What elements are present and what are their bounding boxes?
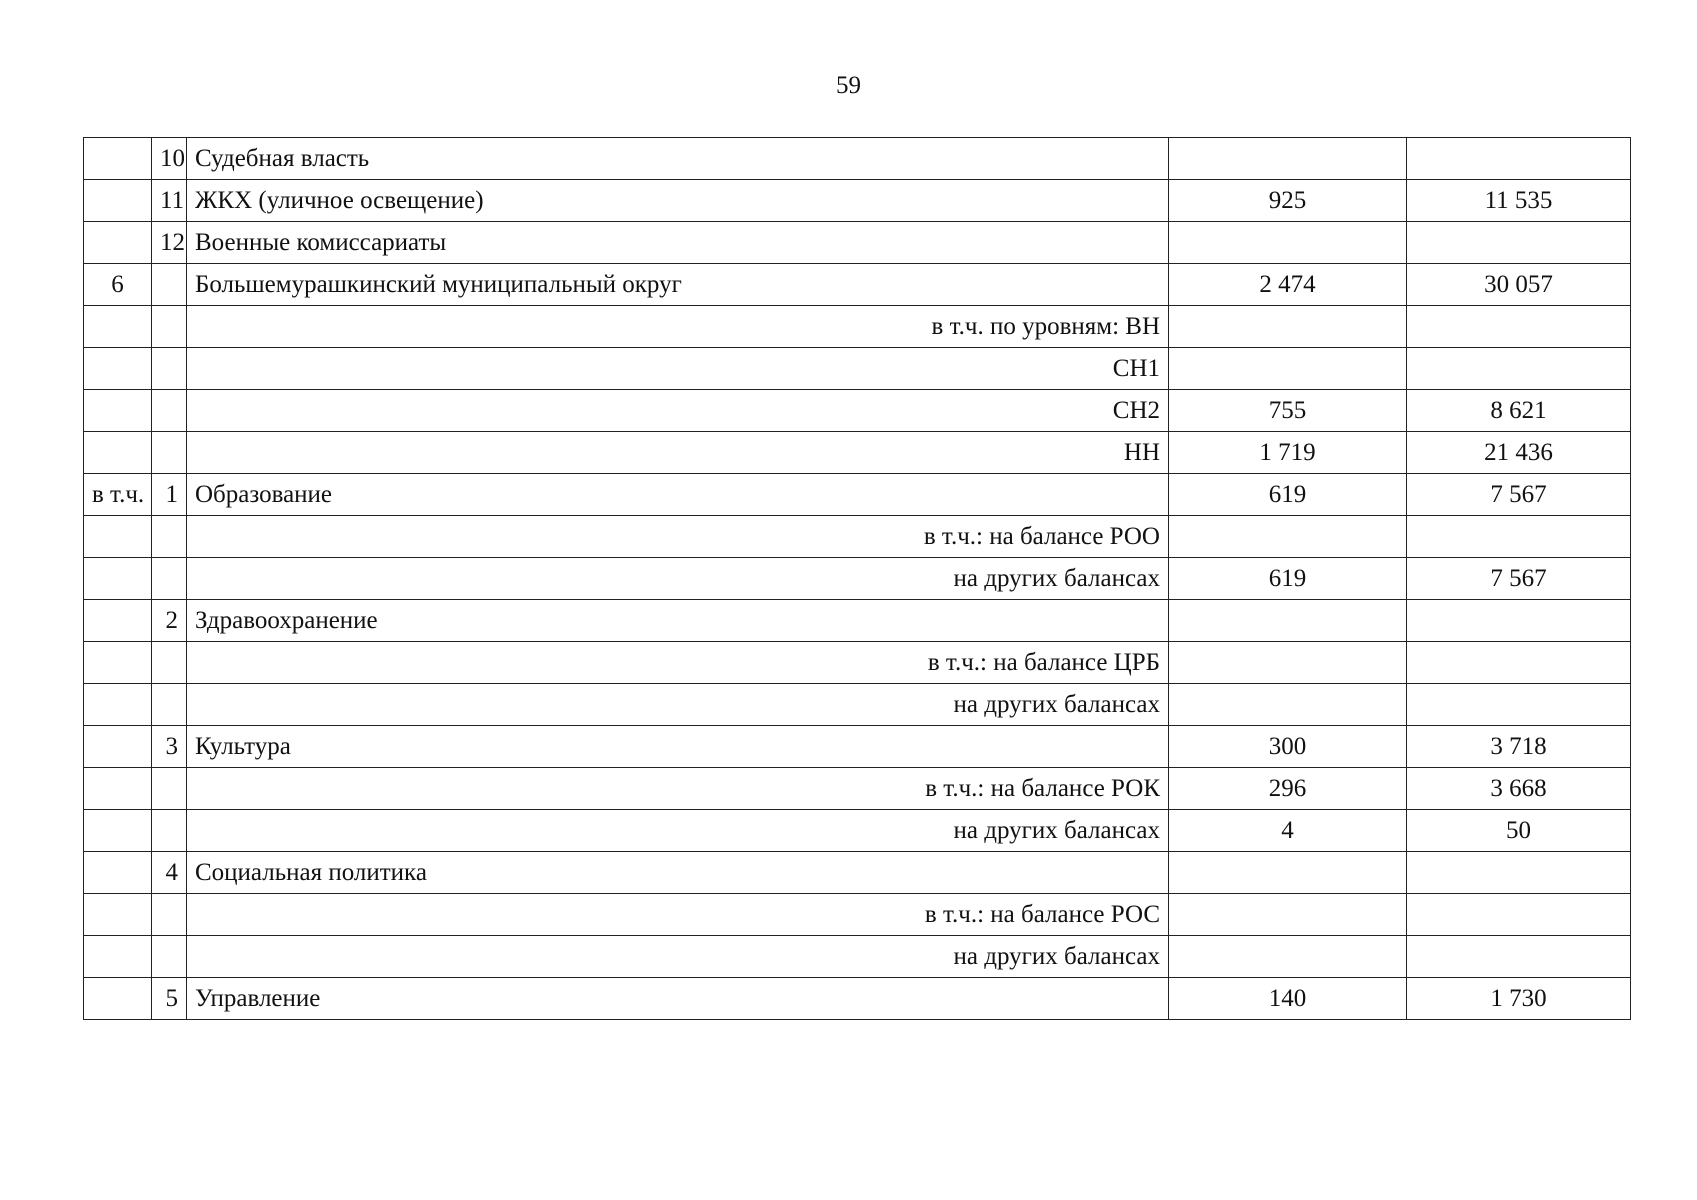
- row-group-cell: [84, 726, 152, 768]
- table-row: [84, 516, 1631, 558]
- row-number-cell: [152, 768, 187, 810]
- row-value1-cell: [1169, 516, 1407, 558]
- row-value1-cell: 619: [1169, 558, 1407, 600]
- row-group-cell: [84, 222, 152, 264]
- row-value1-cell: 4: [1169, 810, 1407, 852]
- page-number: 59: [836, 72, 861, 99]
- table-row: [84, 348, 1631, 390]
- row-number-cell: 12: [152, 222, 187, 264]
- row-group-cell: [84, 390, 152, 432]
- row-value1-cell: 755: [1169, 390, 1407, 432]
- row-number-cell: [152, 558, 187, 600]
- row-group-cell: [84, 348, 152, 390]
- table-row: [84, 558, 1631, 600]
- row-number-cell: 4: [152, 852, 187, 894]
- data-table: [83, 137, 1631, 1020]
- row-name-cell: в т.ч.: на балансе РОС: [187, 894, 1169, 936]
- row-number-cell: 10: [152, 138, 187, 180]
- row-number-cell: 5: [152, 978, 187, 1020]
- row-group-cell: [84, 894, 152, 936]
- row-name-cell: Культура: [187, 726, 1169, 768]
- row-group-cell: [84, 852, 152, 894]
- row-value2-cell: 8 621: [1407, 390, 1631, 432]
- row-value1-cell: [1169, 894, 1407, 936]
- table-row: [84, 768, 1631, 810]
- row-value2-cell: [1407, 348, 1631, 390]
- row-value2-cell: 3 668: [1407, 768, 1631, 810]
- row-name-cell: Социальная политика: [187, 852, 1169, 894]
- row-number-cell: [152, 894, 187, 936]
- row-value2-cell: [1407, 516, 1631, 558]
- row-name-cell: Судебная власть: [187, 138, 1169, 180]
- row-value1-cell: 2 474: [1169, 264, 1407, 306]
- row-name-cell: в т.ч. по уровням: ВН: [187, 306, 1169, 348]
- table-row: [84, 180, 1631, 222]
- row-number-cell: [152, 936, 187, 978]
- row-group-cell: [84, 642, 152, 684]
- table-row: [84, 306, 1631, 348]
- table-row: [84, 138, 1631, 180]
- table-row: [84, 474, 1631, 516]
- row-value1-cell: 296: [1169, 768, 1407, 810]
- row-name-cell: на других балансах: [187, 684, 1169, 726]
- row-number-cell: [152, 390, 187, 432]
- row-name-cell: в т.ч.: на балансе ЦРБ: [187, 642, 1169, 684]
- table-row: [84, 894, 1631, 936]
- row-name-cell: НН: [187, 432, 1169, 474]
- row-group-cell: [84, 936, 152, 978]
- row-group-cell: [84, 978, 152, 1020]
- row-number-cell: 1: [152, 474, 187, 516]
- row-name-cell: на других балансах: [187, 936, 1169, 978]
- row-number-cell: 3: [152, 726, 187, 768]
- row-value2-cell: [1407, 306, 1631, 348]
- row-number-cell: [152, 684, 187, 726]
- row-value1-cell: 300: [1169, 726, 1407, 768]
- row-value1-cell: [1169, 138, 1407, 180]
- row-group-cell: [84, 180, 152, 222]
- row-value1-cell: [1169, 936, 1407, 978]
- row-value2-cell: [1407, 894, 1631, 936]
- table-row: [84, 726, 1631, 768]
- table-row: [84, 852, 1631, 894]
- row-value2-cell: 7 567: [1407, 558, 1631, 600]
- table-row: [84, 600, 1631, 642]
- row-group-cell: [84, 810, 152, 852]
- table-row: [84, 432, 1631, 474]
- row-name-cell: Образование: [187, 474, 1169, 516]
- row-value2-cell: 1 730: [1407, 978, 1631, 1020]
- table-row: [84, 684, 1631, 726]
- row-value2-cell: [1407, 138, 1631, 180]
- row-value1-cell: [1169, 600, 1407, 642]
- row-value2-cell: 7 567: [1407, 474, 1631, 516]
- table-row: [84, 264, 1631, 306]
- row-value1-cell: [1169, 306, 1407, 348]
- row-number-cell: [152, 348, 187, 390]
- row-name-cell: СН2: [187, 390, 1169, 432]
- row-number-cell: [152, 432, 187, 474]
- row-value1-cell: [1169, 642, 1407, 684]
- row-group-cell: [84, 516, 152, 558]
- table-row: [84, 978, 1631, 1020]
- row-group-cell: [84, 600, 152, 642]
- table-body: [84, 138, 1631, 1020]
- table-row: [84, 222, 1631, 264]
- row-value2-cell: 11 535: [1407, 180, 1631, 222]
- row-value1-cell: [1169, 222, 1407, 264]
- row-group-cell: [84, 684, 152, 726]
- row-value2-cell: [1407, 936, 1631, 978]
- row-value1-cell: [1169, 852, 1407, 894]
- row-name-cell: в т.ч.: на балансе РОО: [187, 516, 1169, 558]
- row-value2-cell: 30 057: [1407, 264, 1631, 306]
- row-name-cell: на других балансах: [187, 558, 1169, 600]
- row-group-cell: [84, 138, 152, 180]
- row-value2-cell: 3 718: [1407, 726, 1631, 768]
- row-name-cell: Большемурашкинский муниципальный округ: [187, 264, 1169, 306]
- row-value1-cell: [1169, 684, 1407, 726]
- table-row: [84, 936, 1631, 978]
- row-value1-cell: 619: [1169, 474, 1407, 516]
- row-value1-cell: 1 719: [1169, 432, 1407, 474]
- row-number-cell: [152, 810, 187, 852]
- table-row: [84, 810, 1631, 852]
- row-value1-cell: 140: [1169, 978, 1407, 1020]
- row-group-cell: [84, 768, 152, 810]
- row-number-cell: 2: [152, 600, 187, 642]
- row-group-cell: 6: [84, 264, 152, 306]
- row-name-cell: на других балансах: [187, 810, 1169, 852]
- row-group-cell: [84, 306, 152, 348]
- row-group-cell: [84, 558, 152, 600]
- row-value1-cell: 925: [1169, 180, 1407, 222]
- row-name-cell: Управление: [187, 978, 1169, 1020]
- row-number-cell: [152, 264, 187, 306]
- row-value2-cell: [1407, 684, 1631, 726]
- table-row: [84, 642, 1631, 684]
- row-value2-cell: [1407, 222, 1631, 264]
- row-number-cell: [152, 642, 187, 684]
- row-value1-cell: [1169, 348, 1407, 390]
- row-value2-cell: 50: [1407, 810, 1631, 852]
- row-number-cell: [152, 306, 187, 348]
- row-value2-cell: [1407, 642, 1631, 684]
- row-name-cell: Здравоохранение: [187, 600, 1169, 642]
- row-number-cell: 11: [152, 180, 187, 222]
- row-name-cell: СН1: [187, 348, 1169, 390]
- row-group-cell: [84, 432, 152, 474]
- row-group-cell: в т.ч.: [84, 474, 152, 516]
- row-name-cell: в т.ч.: на балансе РОК: [187, 768, 1169, 810]
- row-value2-cell: [1407, 852, 1631, 894]
- table-row: [84, 390, 1631, 432]
- row-value2-cell: [1407, 600, 1631, 642]
- row-name-cell: ЖКХ (уличное освещение): [187, 180, 1169, 222]
- row-value2-cell: 21 436: [1407, 432, 1631, 474]
- row-name-cell: Военные комиссариаты: [187, 222, 1169, 264]
- row-number-cell: [152, 516, 187, 558]
